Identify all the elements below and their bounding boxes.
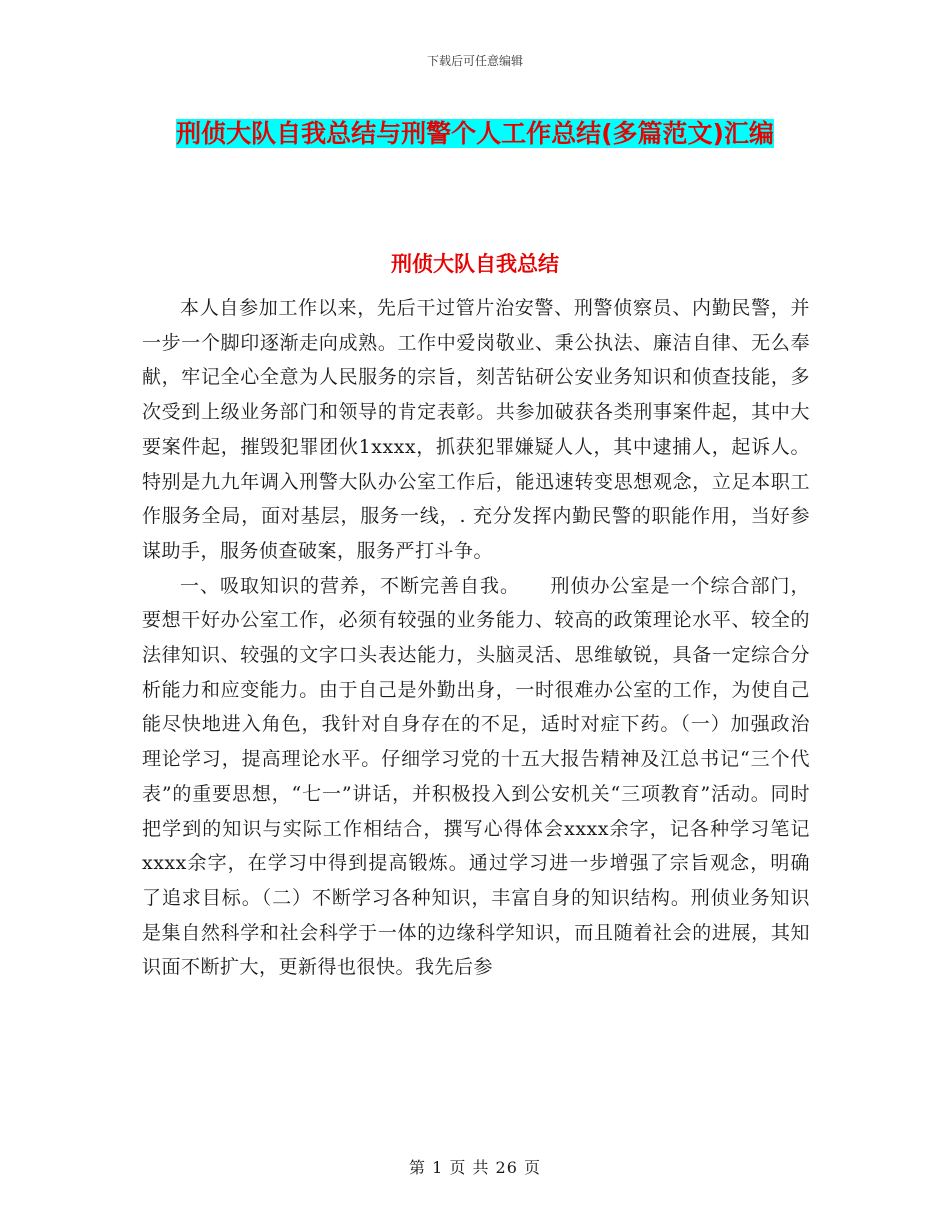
page-footer: 第 1 页 共 26 页 <box>409 1158 541 1177</box>
document-body <box>142 291 810 985</box>
paragraph: 本人自参加工作以来，先后干过管片治安警、刑警侦察员、内勤民警，并一步一个脚印逐渐走向成熟。工作中爱岗敬业、秉公执法、廉洁自律、无么奉献，牢记全心全意为人民服务的宗旨，刻苦钻研公安业务知识和侦查技能，多次受到上级业务部门和领导的肯定表彰。共参加破获各类刑事案件起，其中大要案件起，摧毁犯罪团伙1xxxx，抓获犯罪嫌疑人人，其中逮捕人，起诉人。特别是九九年调入刑警大队办公室工作后，能迅速转变思想观念，立足本职工作服务全局，面对基层，服务一线，. 充分发挥内勤民警的职能作用，当好参谋助手，服务侦查破案，服务严打斗争。 <box>142 297 810 562</box>
document-title-text: 刑侦大队自我总结与刑警个人工作总结(多篇范文)汇编 <box>176 119 774 148</box>
section-title: 刑侦大队自我总结 <box>391 252 559 276</box>
document-title <box>140 110 810 158</box>
header-note: 下载后可任意编辑 <box>426 54 523 68</box>
paragraph: 一、吸取知识的营养，不断完善自我。 刑侦办公室是一个综合部门，要想干好办公室工作，必须有较强的业务能力、较高的政策理论水平、较全的法律知识、较强的文字口头表达能力，头脑灵活、思维敏锐，具备一定综合分析能力和应变能力。由于自己是外勤出身，一时很难办公室的工作，为使自己能尽快地进入角色，我针对自身存在的不足，适时对症下药。（一）加强政治理论学习，提高理论水平。仔细学习党的十五大报告精神及江总书记“三个代表”的重要思想，“七一”讲话，并积极投入到公安机关“三项教育”活动。同时把学到的知识与实际工作相结合，撰写心得体会xxxx余字，记各种学习笔记xxxx余字，在学习中得到提高锻炼。通过学习进一步增强了宗旨观念，明确了追求目标。（二）不断学习各种知识，丰富自身的知识结构。刑侦业务知识是集自然科学和社会科学于一体的边缘科学知识，而且随着社会的进展，其知识面不断扩大，更新得也很快。我先后参 <box>142 574 810 979</box>
